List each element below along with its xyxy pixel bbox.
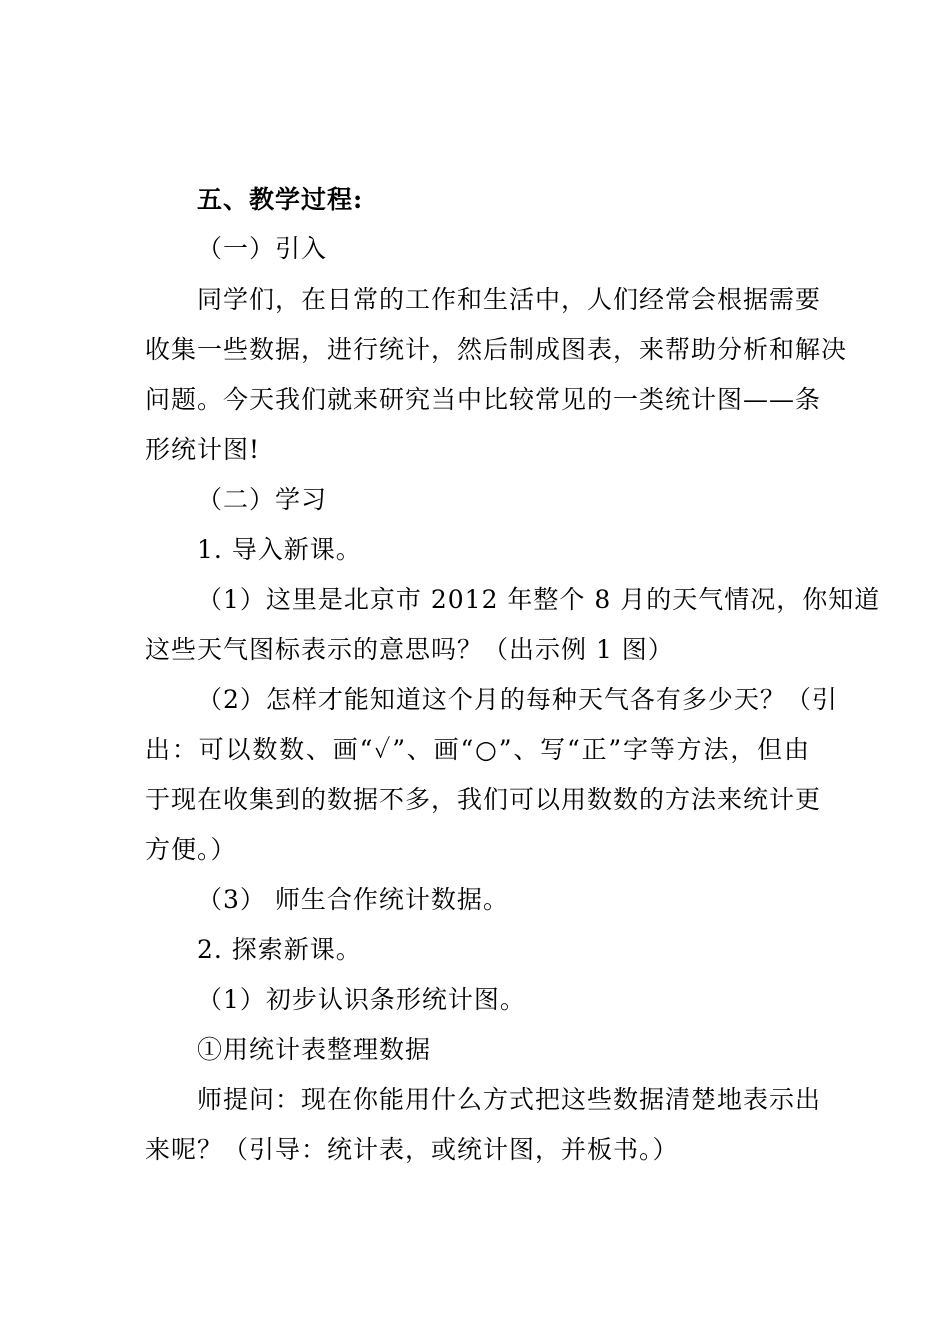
sub-heading-study: （二）学习 bbox=[197, 485, 328, 514]
step1-heading: 1. 导入新课。 bbox=[197, 535, 362, 564]
step2-heading: 2. 探索新课。 bbox=[197, 935, 362, 964]
step1-question1-line-1: （1）这里是北京市 2012 年整个 8 月的天气情况，你知道 bbox=[197, 585, 881, 614]
step1-question2-line-1: （2）怎样才能知道这个月的每种天气各有多少天？（引 bbox=[197, 685, 838, 714]
intro-paragraph-line-2: 收集一些数据，进行统计，然后制成图表，来帮助分析和解决 bbox=[145, 335, 848, 364]
step2-subheading: （1）初步认识条形统计图。 bbox=[197, 985, 526, 1014]
step1-question1-line-2: 这些天气图标表示的意思吗？（出示例 1 图） bbox=[145, 635, 674, 664]
step1-question2-line-3: 于现在收集到的数据不多，我们可以用数数的方法来统计更 bbox=[145, 785, 822, 814]
intro-paragraph-line-4: 形统计图! bbox=[145, 435, 261, 464]
sub-heading-intro: （一）引入 bbox=[197, 234, 328, 263]
teacher-question-line-1: 师提问：现在你能用什么方式把这些数据清楚地表示出 bbox=[197, 1085, 822, 1114]
step1-question2-line-2: 出：可以数数、画“✓”、画“○”、写“正”字等方法，但由 bbox=[145, 735, 810, 764]
intro-paragraph-line-1: 同学们，在日常的工作和生活中，人们经常会根据需要 bbox=[197, 285, 822, 314]
step1-question2-line-4: 方便。） bbox=[145, 835, 237, 864]
teacher-question-line-2: 来呢？（引导：统计表，或统计图，并板书。） bbox=[145, 1135, 679, 1164]
section-heading: 五、教学过程: bbox=[197, 185, 364, 214]
step1-question3: （3） 师生合作统计数据。 bbox=[197, 885, 509, 914]
step2-item1: ①用统计表整理数据 bbox=[197, 1035, 432, 1064]
intro-paragraph-line-3: 问题。今天我们就来研究当中比较常见的一类统计图——条 bbox=[145, 385, 822, 414]
